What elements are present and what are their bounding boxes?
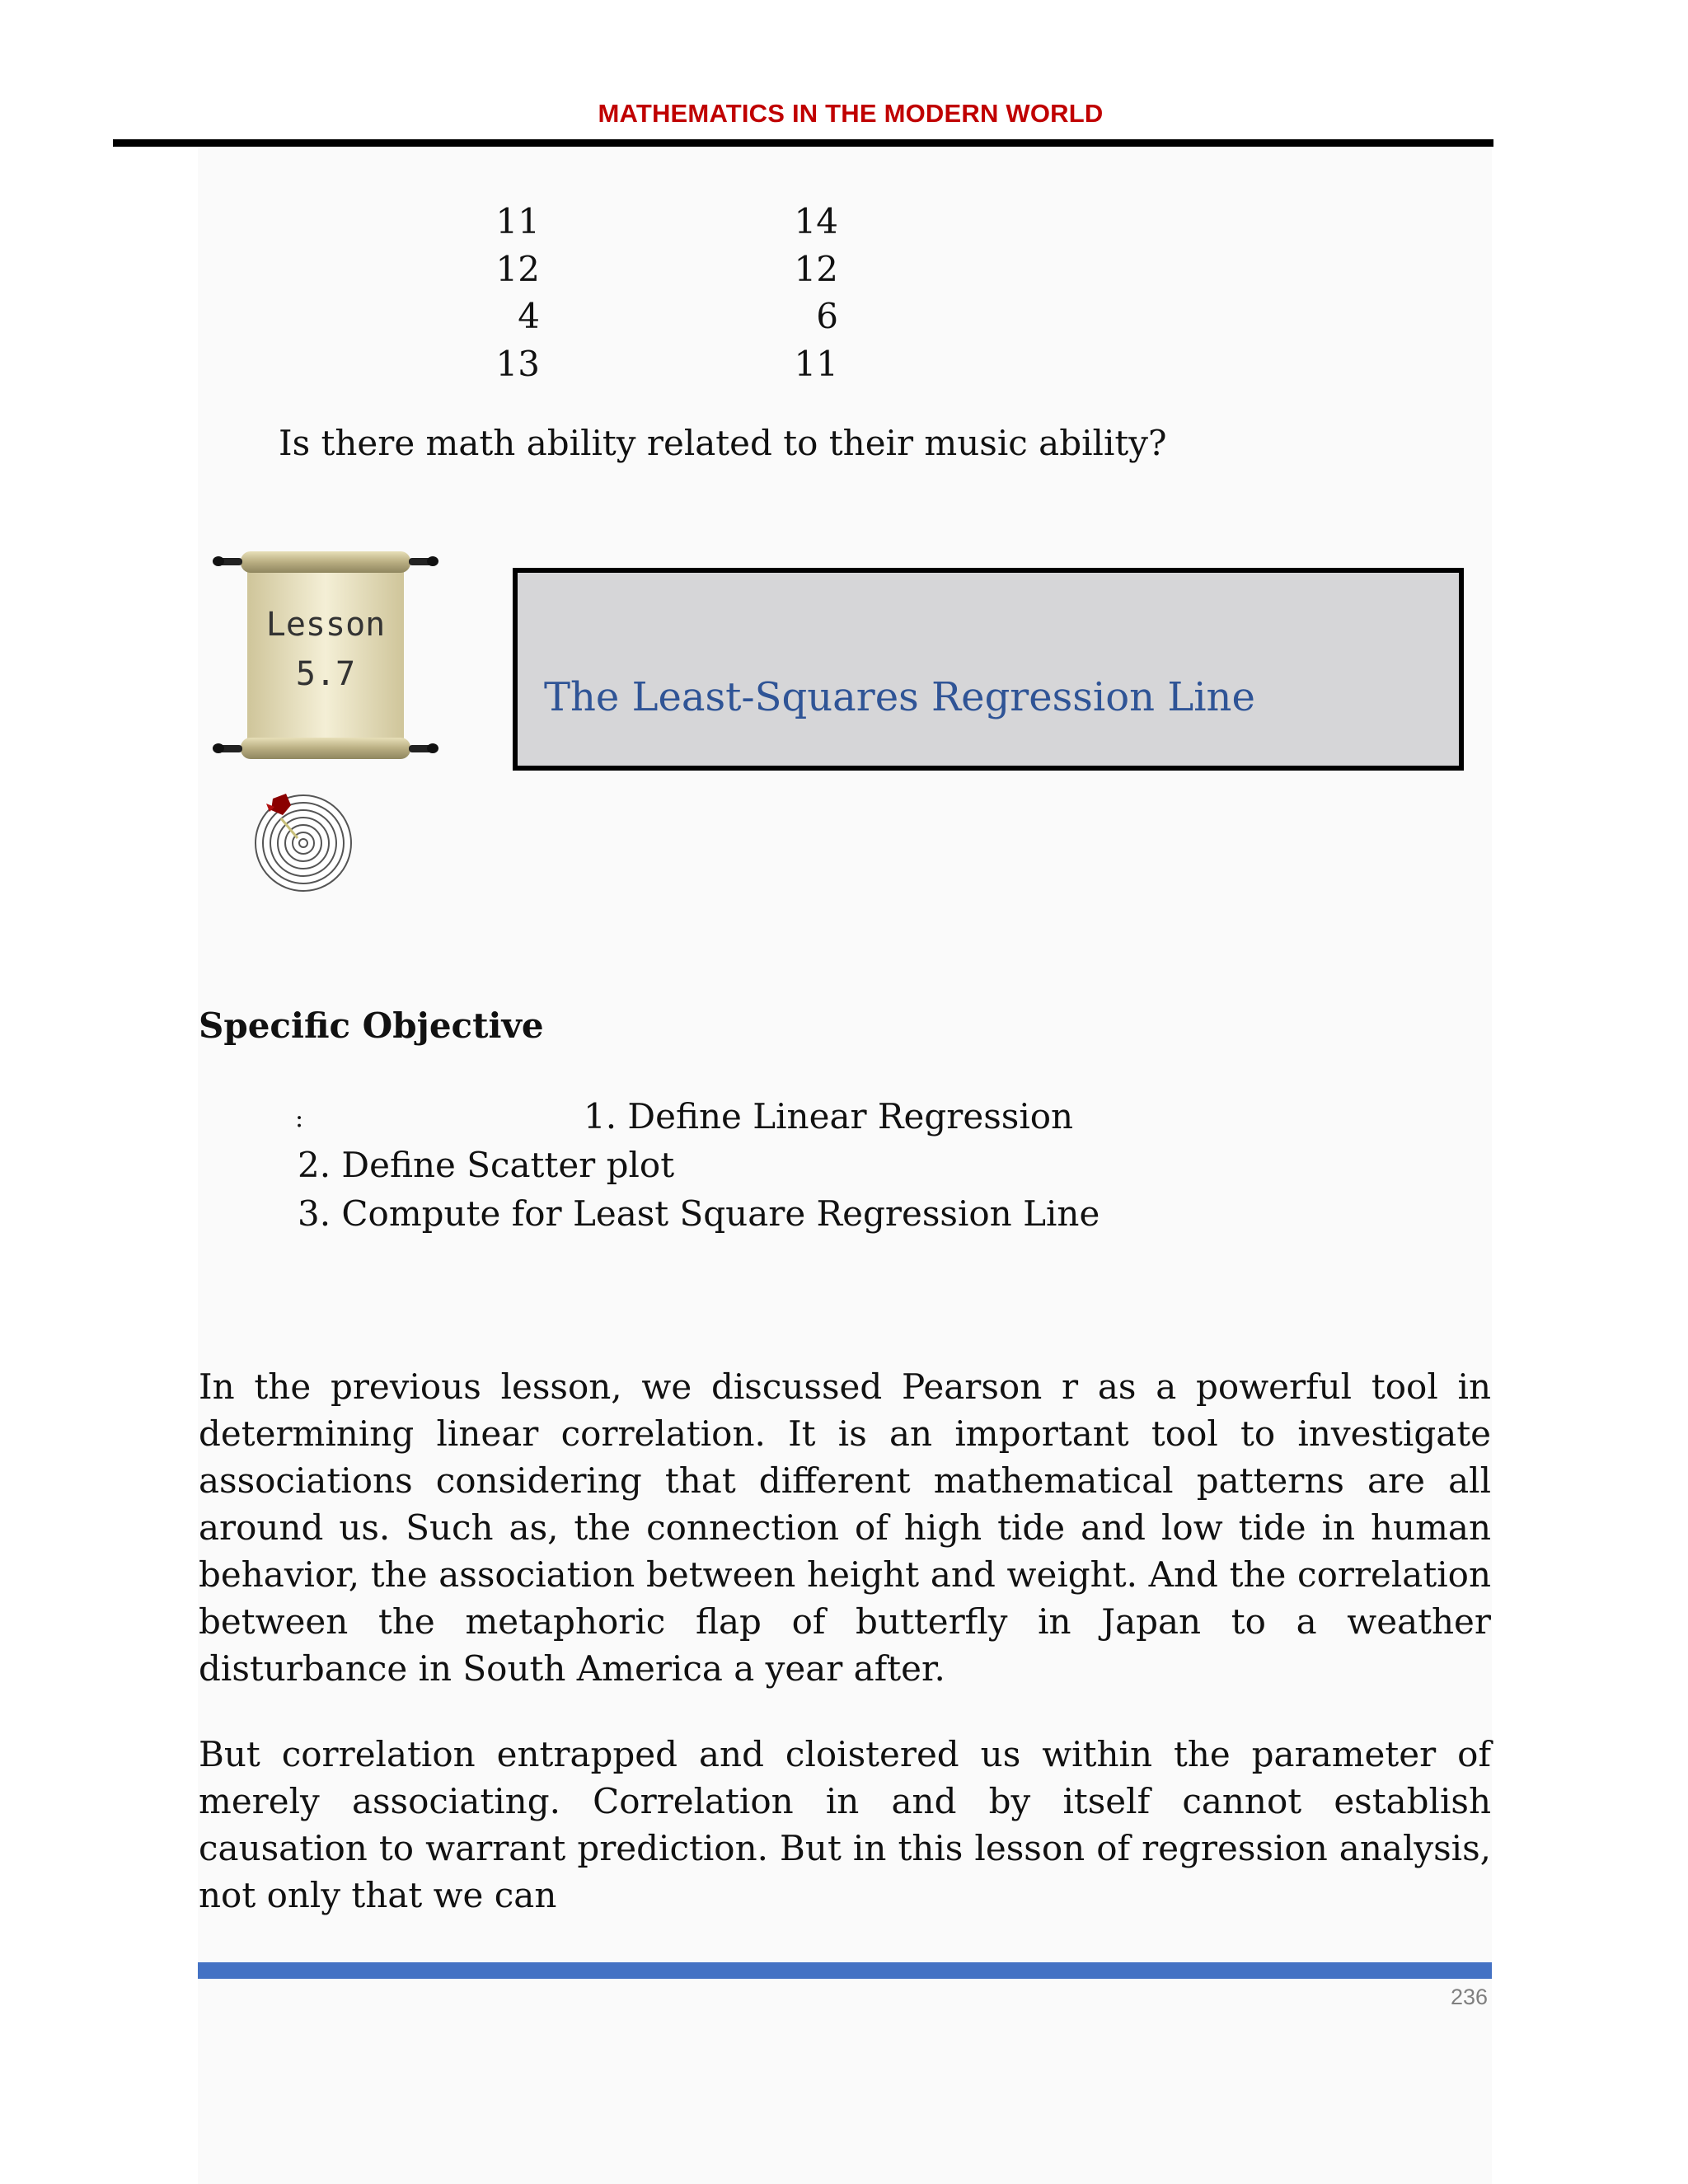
math-score: 13 [495,343,540,384]
table-row [462,246,838,293]
header-rule [113,139,1493,147]
music-score: 14 [794,201,838,242]
footer-rule [198,1962,1492,1979]
objective-item: 3. Compute for Least Square Regression Line [298,1193,1100,1234]
target-icon [250,787,357,894]
lesson-title-box [513,568,1464,771]
objective-heading: Specific Objective [199,1005,544,1046]
lesson-label: Lesson [265,606,386,644]
math-score: 12 [495,248,540,289]
header-title: MATHEMATICS IN THE MODERN WORLD [598,99,1104,128]
music-score: 6 [816,296,838,337]
body-paragraph: In the previous lesson, we discussed Pearson r as a powerful tool in determining linear correlation. It is an important tool to investigate associations considering that different mathematical patterns are all around us. Such as, the connection of high tide and low tide in human behavior, the association between height and weight. And the correlation between the metaphoric flap of butterfly in Japan to a weather disturbance in South America a year after. [199,1366,1491,1689]
lesson-number: 5.7 [295,655,356,693]
scroll-icon [210,540,441,771]
body-paragraph: But correlation entrapped and cloistered us within the parameter of merely associating. Correlation in and by itself cannot establish causation to warrant prediction. But in this lesson of regression analysis, not only that we can [199,1734,1491,1915]
score-table [462,198,838,387]
music-score: 11 [794,343,838,384]
table-row [462,340,838,388]
table-row [462,198,838,246]
music-score: 12 [794,248,838,289]
table-row [462,293,838,340]
lesson-title: The Least-Squares Regression Line [544,674,1255,720]
objective-item: 2. Define Scatter plot [298,1145,675,1185]
question-text: Is there math ability related to their music ability? [279,423,1167,463]
page-number: 236 [1450,1985,1488,2009]
math-score: 11 [495,201,540,242]
math-score: 4 [518,296,540,337]
objective-item: 1. Define Linear Regression [584,1096,1074,1137]
objective-colon: : [295,1104,304,1133]
